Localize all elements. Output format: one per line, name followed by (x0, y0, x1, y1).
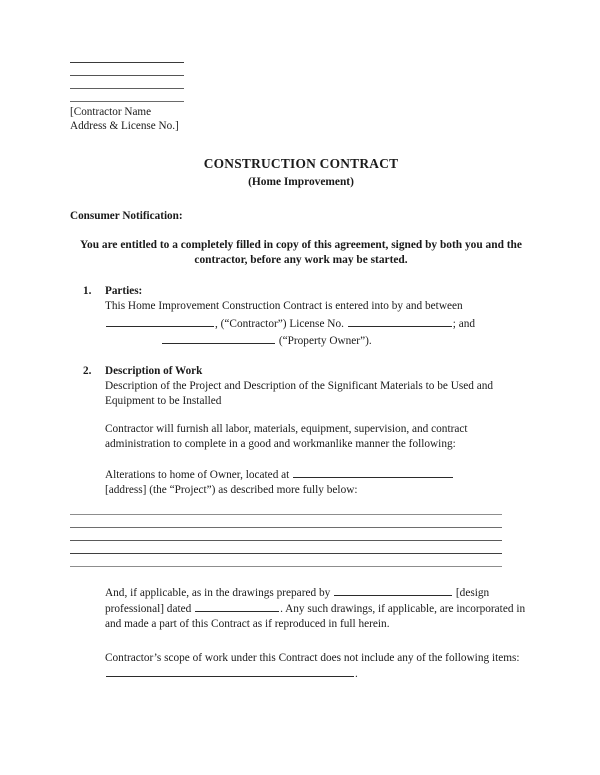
section-work-heading: Description of Work (105, 364, 203, 377)
work-furnish-para: Contractor will furnish all labor, materials, equipment, supervision, and contract administration to complete in a good and workmanlike manner the following: (105, 423, 468, 450)
parties-intro-line: This Home Improvement Construction Contract is entered into by and between (105, 300, 463, 312)
exclusions-lead-text: Contractor’s scope of work under this Contract does not include any of the following (105, 651, 490, 664)
drawings-date-blank[interactable] (195, 600, 279, 612)
exclusions-items-label: items: (491, 651, 520, 664)
title-block (70, 155, 532, 191)
contractor-header-rule-2 (70, 75, 184, 76)
page-subtitle: (Home Improvement) (248, 176, 354, 189)
drawings-design-text: [design (455, 586, 490, 599)
excluded-items-blank[interactable] (106, 665, 354, 677)
work-address-note: [address] (the “Project”) as described more fully below: (105, 484, 358, 497)
drawings-closing-text: in and made a part of this Contract as if reproduced in full herein. (105, 603, 526, 630)
parties-owner-text: (“Property Owner”). (278, 335, 372, 348)
blank-line-1[interactable] (70, 514, 502, 515)
section-parties-heading: Parties: (105, 284, 143, 297)
page-title: CONSTRUCTION CONTRACT (203, 156, 399, 172)
alterations-lead-text: Alterations to home of Owner, located at (105, 468, 290, 481)
work-alterations-line (105, 466, 532, 483)
parties-contractor-line (105, 315, 532, 332)
contractor-header-rule-4 (70, 101, 184, 102)
consumer-notification-label: Consumer Notification: (70, 210, 183, 223)
drawings-paragraph (70, 584, 532, 632)
contractor-header-rule-1 (70, 62, 184, 63)
document-content (70, 62, 532, 682)
parties-contractor-text: , (“Contractor”) License No. (215, 317, 344, 330)
parties-owner-line (105, 332, 532, 349)
parties-and-text: ; and (452, 317, 476, 330)
section-parties-number: 1. (83, 284, 92, 297)
contractor-identity-block (70, 106, 532, 133)
consumer-notification-body: You are entitled to a completely filled in copy of this agreement, signed by both you and the contractor, before any work may be started. (80, 239, 522, 267)
drawings-lead-text: And, if applicable, as in the drawings prepared by (105, 586, 331, 599)
exclusions-paragraph (70, 651, 532, 682)
exclusions-period: . (355, 668, 358, 681)
work-description-para: Description of the Project and Description of the Significant Materials to be Used and Equipment to be Installed (105, 380, 494, 407)
contractor-name-label: [Contractor Name (70, 106, 152, 118)
contractor-name-blank[interactable] (106, 315, 214, 327)
section-description-of-work (70, 364, 532, 498)
drawings-incorporated-text: . Any such drawings, if applicable, are incorporated (280, 603, 514, 616)
address-license-label: Address & License No.] (70, 119, 179, 132)
contractor-header-rules (70, 62, 184, 102)
blank-line-5[interactable] (70, 566, 502, 567)
property-owner-blank[interactable] (162, 332, 275, 344)
contractor-header-rule-3 (70, 88, 184, 89)
section-parties (70, 284, 532, 349)
design-professional-blank[interactable] (334, 584, 452, 596)
section-work-number: 2. (83, 364, 92, 377)
blank-line-4[interactable] (70, 553, 502, 554)
project-description-blank-lines (70, 514, 502, 567)
blank-line-2[interactable] (70, 527, 502, 528)
project-address-blank[interactable] (293, 466, 453, 478)
license-number-blank[interactable] (348, 315, 452, 327)
drawings-dated-lead: professional] dated (105, 603, 192, 616)
blank-line-3[interactable] (70, 540, 502, 541)
